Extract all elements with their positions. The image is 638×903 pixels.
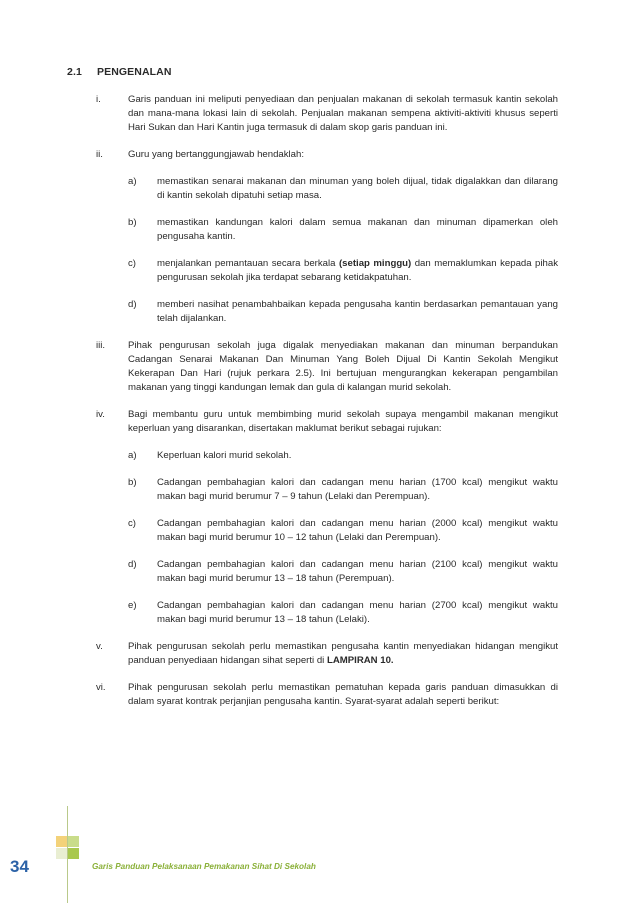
sub-item xyxy=(128,216,558,244)
list-item xyxy=(96,339,558,395)
sub-item xyxy=(128,517,558,545)
sub-item xyxy=(128,599,558,627)
sub-item-text: Keperluan kalori murid sekolah. xyxy=(157,450,292,461)
list-item xyxy=(96,408,558,627)
item-intro: Bagi membantu guru untuk membimbing murid sekolah supaya mengambil makanan mengikut keperluan yang disarankan, disertakan maklumat berikut sebagai rujukan: xyxy=(128,409,558,434)
sub-item xyxy=(128,449,558,463)
item-intro: Guru yang bertanggungjawab hendaklah: xyxy=(128,149,305,160)
sub-item-text xyxy=(157,257,558,285)
item-text: Garis panduan ini meliputi penyediaan dan penjualan makanan di sekolah termasuk kantin sekolah dan mana-mana lokasi lain di sekolah. Penjualan makanan sempena aktiviti-aktiviti khusus seperti Hari Sukan dan Hari Kantin juga termasuk di dalam skop garis panduan ini. xyxy=(128,94,558,133)
page-number: 34 xyxy=(10,857,29,876)
item-text: Pihak pengurusan sekolah juga digalak menyediakan makanan dan minuman berpandukan Cadangan Senarai Makanan Dan Minuman Yang Boleh Dijual Di Kantin Sekolah Mengikut Kekerapan Dan Hari (rujuk perkara 2.5). Ini bertujuan mengurangkan kekerapan pengambilan makanan yang tinggi kandungan lemak dan gula di kalangan murid sekolah. xyxy=(128,340,558,393)
sub-item-label: c) xyxy=(128,258,136,269)
sub-item-text: memastikan senarai makanan dan minuman yang boleh dijual, tidak digalakkan dan dilarang di kantin sekolah dipatuhi setiap masa. xyxy=(157,176,558,201)
sub-item-label: a) xyxy=(128,176,137,187)
bold-text: (setiap minggu) xyxy=(338,258,412,269)
sub-item xyxy=(128,476,558,504)
item-text: Pihak pengurusan sekolah perlu memastikan pematuhan kepada garis panduan dimasukkan di dalam syarat kontrak perjanjian pengusaha kantin. Syarat-syarat adalah seperti berikut: xyxy=(128,682,558,707)
item-text xyxy=(128,640,558,668)
item-label: vi. xyxy=(96,682,106,693)
item-label: ii. xyxy=(96,149,103,160)
text-run: Pihak pengurusan sekolah perlu memastikan pengusaha kantin menyediakan hidangan mengikut panduan penyediaan hidangan sihat seperti di xyxy=(128,641,558,666)
item-label: iii. xyxy=(96,340,106,351)
sub-item xyxy=(128,175,558,203)
list-item xyxy=(96,640,558,668)
footer-title: Garis Panduan Pelaksanaan Pemakanan Sihat Di Sekolah xyxy=(92,862,316,871)
sub-item-label: d) xyxy=(128,299,137,310)
sub-item-text: memberi nasihat penambahbaikan kepada pengusaha kantin berdasarkan pemantauan yang telah dijalankan. xyxy=(157,299,558,324)
text-run: dan memaklumkan kepada pihak pengurusan sekolah jika terdapat sebarang ketidakpatuhan. xyxy=(157,258,558,283)
decorative-square xyxy=(56,848,67,859)
item-label: v. xyxy=(96,641,103,652)
section-body xyxy=(96,93,558,722)
list-item xyxy=(96,93,558,135)
list-item xyxy=(96,148,558,326)
sub-item xyxy=(128,558,558,586)
sub-item-text: memastikan kandungan kalori dalam semua makanan dan minuman dipamerkan oleh pengusaha kantin. xyxy=(157,217,558,242)
sub-item-label: a) xyxy=(128,450,137,461)
section-heading xyxy=(67,66,172,78)
decorative-square xyxy=(68,848,79,859)
sub-item-text: Cadangan pembahagian kalori dan cadangan menu harian (2000 kcal) mengikut waktu makan bagi murid berumur 10 – 12 tahun (Lelaki dan Perempuan). xyxy=(157,518,558,543)
sub-item-label: d) xyxy=(128,559,137,570)
sub-item-text: Cadangan pembahagian kalori dan cadangan menu harian (2700 kcal) mengikut waktu makan bagi murid berumur 13 – 18 tahun (Lelaki). xyxy=(157,600,558,625)
text-run: menjalankan pemantauan secara berkala xyxy=(157,258,339,269)
sub-item-text: Cadangan pembahagian kalori dan cadangan menu harian (1700 kcal) mengikut waktu makan bagi murid berumur 7 – 9 tahun (Lelaki dan Perempuan). xyxy=(157,477,558,502)
sub-item-label: b) xyxy=(128,217,137,228)
item-label: i. xyxy=(96,94,101,105)
sub-item-text: Cadangan pembahagian kalori dan cadangan menu harian (2100 kcal) mengikut waktu makan bagi murid berumur 13 – 18 tahun (Perempuan). xyxy=(157,559,558,584)
decorative-square xyxy=(68,836,79,847)
list-item xyxy=(96,681,558,709)
sub-item-label: c) xyxy=(128,518,136,529)
sub-item xyxy=(128,298,558,326)
decorative-square xyxy=(56,836,67,847)
sub-item xyxy=(128,257,558,285)
item-label: iv. xyxy=(96,409,105,420)
bold-text: LAMPIRAN 10. xyxy=(326,655,394,666)
sub-item-label: b) xyxy=(128,477,137,488)
sub-item-label: e) xyxy=(128,600,137,611)
section-title: PENGENALAN xyxy=(97,66,172,78)
section-number: 2.1 xyxy=(67,66,82,78)
